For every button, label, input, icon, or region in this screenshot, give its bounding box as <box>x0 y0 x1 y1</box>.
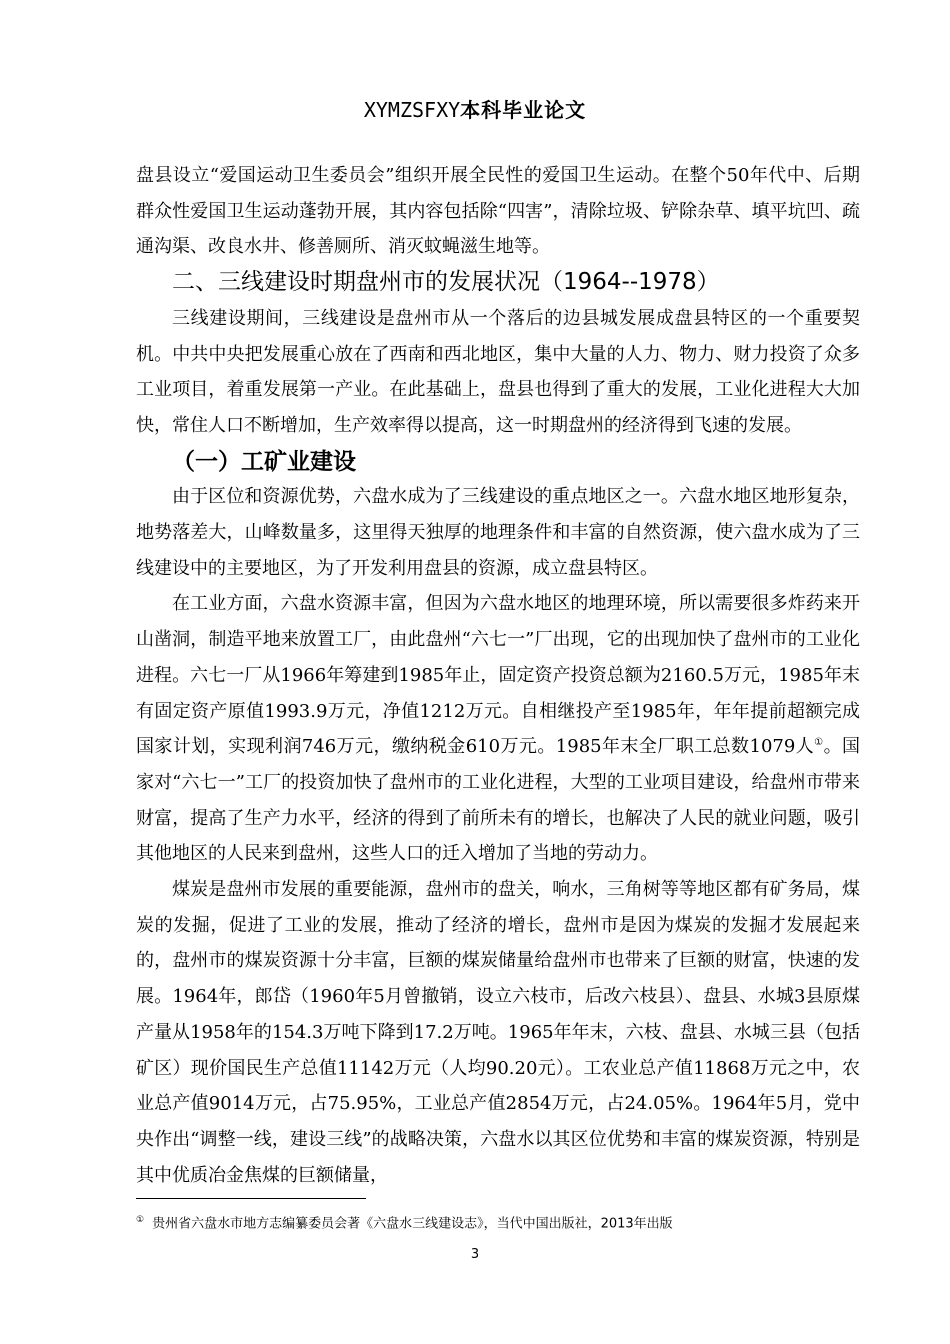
header-code: XYMZSFXY <box>363 98 461 122</box>
subsection-heading: （一）工矿业建设 <box>172 448 356 475</box>
footnote-text: 贵州省六盘水市地方志编纂委员会著《六盘水三线建设志》，当代中国出版社，2013年出版 <box>152 1216 673 1232</box>
paragraph-patriotic-health: 盘县设立“爱国运动卫生委员会”组织开展全民性的爱国卫生运动。在整个50年代中、后期群众性爱国卫生运动蓬勃开展，其内容包括除“四害”，清除垃圾、铲除杂草、填平坑凹、疏通沟渠、改良水井、修善厕所、消灭蚊蝇滋生地等。 <box>136 165 860 258</box>
footnote-divider <box>136 1198 366 1199</box>
paragraph-location-resources: 由于区位和资源优势，六盘水成为了三线建设的重点地区之一。六盘水地区地形复杂，地势落差大，山峰数量多，这里得天独厚的地理条件和丰富的自然资源，使六盘水成为了三线建设中的主要地区，为了开发利用盘县的资源，成立盘县特区。 <box>136 486 860 579</box>
page-header <box>0 96 950 124</box>
header-title: 本科毕业论文 <box>460 98 587 122</box>
paragraph-text-after-footnote: 。国家对“六七一”工厂的投资加快了盘州市的工业化进程，大型的工业项目建设，给盘州市带来财富，提高了生产力水平，经济的得到了前所未有的增长，也解决了人民的就业问题，吸引其他地区的人民来到盘州，这些人口的迁入增加了当地的劳动力。 <box>136 736 861 865</box>
page-number: 3 <box>470 1247 480 1262</box>
main-content <box>136 158 860 1193</box>
paragraph-text-before-footnote: 在工业方面，六盘水资源丰富，但因为六盘水地区的地理环境，所以需要很多炸药来开山凿洞，制造平地来放置工厂，由此盘州“六七一”厂出现，它的出现加快了盘州市的工业化进程。六七一厂从1966年筹建到1985年止，固定资产投资总额为2160.5万元，1985年末有固定资产原值1993.9万元，净值1212万元。自相继投产至1985年，年年提前超额完成国家计划，实现利润746万元，缴纳税金610万元。1985年末全厂职工总数1079人 <box>136 593 860 758</box>
paragraph-industry-671-factory <box>136 586 860 872</box>
footnote-reference[interactable]: ① <box>814 737 824 749</box>
footnote <box>136 1210 860 1234</box>
footnote-mark: ① <box>136 1215 145 1225</box>
paragraph-third-front-overview: 三线建设期间，三线建设是盘州市从一个落后的边县城发展成盘县特区的一个重要契机。中共中央把发展重心放在了西南和西北地区，集中大量的人力、物力、财力投资了众多工业项目，着重发展第一产业。在此基础上，盘县也得到了重大的发展，工业化进程大大加快，常住人口不断增加，生产效率得以提高，这一时期盘州的经济得到飞速的发展。 <box>136 307 860 436</box>
paragraph-coal-development: 煤炭是盘州市发展的重要能源，盘州市的盘关，响水，三角树等等地区都有矿务局，煤炭的发掘，促进了工业的发展，推动了经济的增长，盘州市是因为煤炭的发掘才发展起来的，盘州市的煤炭资源十分丰富，巨额的煤炭储量给盘州市也带来了巨额的财富，快速的发展。1964年，郎岱（1960年5月曾撤销，设立六枝市，后改六枝县）、盘县、水城3县原煤产量从1958年的154.3万吨下降到17.2万吨。1965年年末，六枝、盘县、水城三县（包括矿区）现价国民生产总值11142万元（人均90.20元）。工农业总产值11868万元之中，农业总产值9014万元，占75.95%，工业总产值2854万元，占24.05%。1964年5月，党中央作出“调整一线，建设三线”的战略决策，六盘水以其区位优势和丰富的煤炭资源，特别是其中优质冶金焦煤的巨额储量， <box>136 879 860 1186</box>
section-heading: 二、三线建设时期盘州市的发展状况（1964--1978） <box>172 269 720 296</box>
